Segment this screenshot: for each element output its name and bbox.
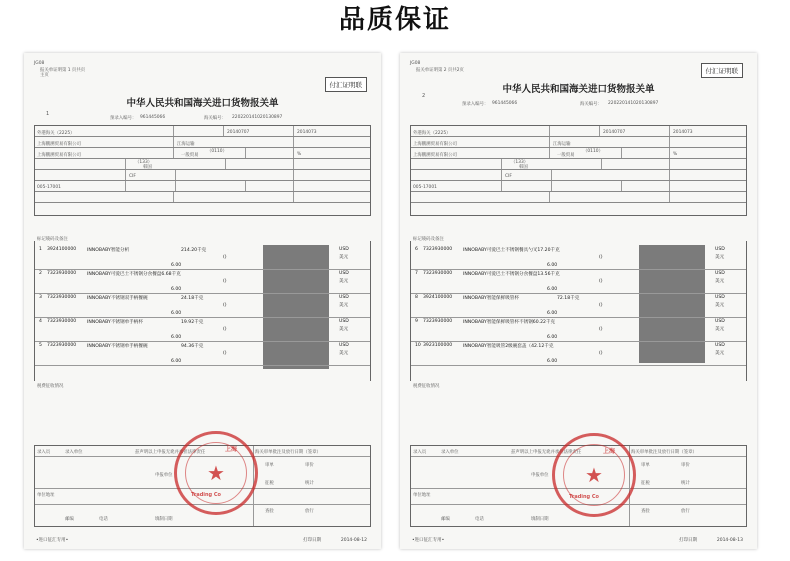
print-date: 2014-08-12 xyxy=(340,538,367,543)
document-title: 中华人民共和国海关进口货物报关单 xyxy=(502,84,655,95)
date-field: 20140707 xyxy=(227,130,250,135)
stats-label: 统计 xyxy=(305,481,314,486)
review-label: 审单 xyxy=(641,463,650,468)
goods-row-divider xyxy=(35,317,370,318)
goods-name: INNOBABY智能保鲜吸管杯不锈钢60.22千克 xyxy=(463,320,556,325)
goods-hs-code: 7323930000 xyxy=(423,247,453,252)
approval-label: 海关审单批注及放行日期（签章） xyxy=(631,450,697,455)
tax2-label: 征税 xyxy=(265,481,274,486)
goods-row-divider xyxy=(411,317,746,318)
audit-label: 审价 xyxy=(305,463,314,468)
goods-currency-code: USD xyxy=(339,319,349,324)
customs-number-label: 海关编号： xyxy=(580,102,602,107)
unit-label: 录入单位 xyxy=(441,450,459,455)
tax-label: 税费征收情况 xyxy=(37,384,64,389)
stats-label: 统计 xyxy=(681,481,690,486)
country-code-field: （133） xyxy=(511,160,529,165)
seal-text: 上海 xyxy=(225,446,238,453)
print-time-label: 打印日期 xyxy=(303,538,321,543)
goods-hs-code: 3923100000 xyxy=(423,343,453,348)
goods-currency: 美元 xyxy=(715,351,725,356)
decl-unit-label: 申报单位 xyxy=(155,473,173,478)
footer-left: •进口征汇专用• xyxy=(36,538,69,543)
approval-label: 海关审单批注及放行日期（签章） xyxy=(255,450,321,455)
trade-mode-field: 一般贸易 xyxy=(557,153,575,158)
page-number: 2 xyxy=(422,93,426,99)
inspect-label: 查验 xyxy=(265,509,274,514)
goods-subtotal: 6.00 xyxy=(547,359,558,364)
goods-item-no: 3 xyxy=(39,295,42,300)
trade-code-field: （0110） xyxy=(583,149,603,154)
goods-paren: () xyxy=(599,255,603,260)
seal-text-2: Trading Co xyxy=(569,494,599,500)
unit-label: 录入单位 xyxy=(65,450,83,455)
seal-text: 上海 xyxy=(603,448,616,455)
country-code-field: （133） xyxy=(135,160,153,165)
goods-row-divider xyxy=(35,293,370,294)
goods-subtotal: 6.00 xyxy=(171,335,182,340)
declarer-label: 录入员 xyxy=(37,450,51,455)
marks-label: 标记唛码及备注 xyxy=(413,237,444,242)
goods-currency-code: USD xyxy=(339,247,349,252)
goods-currency-code: USD xyxy=(339,295,349,300)
customs-number: 220220141020130897 xyxy=(232,115,283,120)
goods-item-no: 8 xyxy=(415,295,418,300)
goods-subtotal: 6.00 xyxy=(171,359,182,364)
stamp-label: 付汇证明联 xyxy=(701,63,744,78)
goods-name: INNOBABY不锈钢双手柄餐碗 xyxy=(87,296,148,301)
tax-label: 税费征收情况 xyxy=(413,384,440,389)
goods-name: INNOBABY可爱巴士不锈钢分食餐盘13.56千克 xyxy=(463,272,560,277)
goods-list xyxy=(34,241,371,381)
goods-row-divider xyxy=(411,365,746,366)
goods-name: INNOBABY不锈钢单手柄餐碗 xyxy=(87,344,148,349)
goods-row-divider xyxy=(35,341,370,342)
seal-text-2: Trading Co xyxy=(191,492,221,498)
goods-currency-code: USD xyxy=(715,319,725,324)
goods-currency: 美元 xyxy=(339,351,349,356)
marks-label: 标记唛码及备注 xyxy=(37,237,68,242)
goods-row-divider xyxy=(35,269,370,270)
goods-name: INNOBABY智能吸管2级碗套盖（42.12千克 xyxy=(463,344,554,349)
unit-addr-label: 单位地址 xyxy=(37,493,55,498)
goods-item-no: 7 xyxy=(415,271,418,276)
contract-field: 005-17001 xyxy=(413,185,437,190)
owner-field: 上海鹏溯贸易有限公司 xyxy=(413,153,457,158)
goods-row-divider xyxy=(35,365,370,366)
unit-addr-label: 单位地址 xyxy=(413,493,431,498)
date-field: 20140707 xyxy=(603,130,626,135)
goods-currency: 美元 xyxy=(715,303,725,308)
consignee-field: 上海鹏溯贸易有限公司 xyxy=(37,142,81,147)
declarer-label: 录入员 xyxy=(413,450,427,455)
goods-paren: () xyxy=(223,255,227,260)
goods-paren: () xyxy=(223,279,227,284)
release-label: 放行 xyxy=(305,509,314,514)
transport-field: 江海运输 xyxy=(177,142,195,147)
customs-declaration-page-1 xyxy=(24,53,381,549)
header-sub: 报关单证明第 2 页共2页 xyxy=(416,68,464,73)
port-field: 外港海关（2225） xyxy=(413,131,451,136)
inspect-label: 查验 xyxy=(641,509,650,514)
goods-currency: 美元 xyxy=(339,279,349,284)
date2-field: 2014073 xyxy=(673,130,693,135)
footer-left: •进口征汇专用• xyxy=(412,538,445,543)
fill-date-label: 填制日期 xyxy=(531,517,549,522)
goods-list xyxy=(410,241,747,381)
goods-paren: () xyxy=(599,327,603,332)
goods-subtotal: 6.00 xyxy=(171,263,182,268)
port-field: 外港海关（2225） xyxy=(37,131,75,136)
goods-hs-code: 7323930000 xyxy=(423,271,453,276)
terms-field: CIF xyxy=(129,174,136,179)
goods-currency: 美元 xyxy=(339,255,349,260)
goods-currency: 美元 xyxy=(715,327,725,332)
goods-item-no: 1 xyxy=(39,247,42,252)
fill-date-label: 填制日期 xyxy=(155,517,173,522)
goods-currency: 美元 xyxy=(715,279,725,284)
pct-field: % xyxy=(673,152,678,157)
goods-currency-code: USD xyxy=(339,271,349,276)
customs-number-label: 海关编号： xyxy=(204,116,226,121)
print-date: 2014-08-13 xyxy=(716,538,743,543)
goods-hs-code: 7323930000 xyxy=(47,271,77,276)
goods-item-no: 9 xyxy=(415,319,418,324)
company-seal xyxy=(552,433,636,517)
page-number: 1 xyxy=(46,111,50,117)
customs-number: 220220141020130897 xyxy=(608,101,659,106)
print-time-label: 打印日期 xyxy=(679,538,697,543)
goods-paren: () xyxy=(223,303,227,308)
trade-mode-field: 一般贸易 xyxy=(181,153,199,158)
goods-row-divider xyxy=(411,293,746,294)
postcode-label: 邮编 xyxy=(65,517,74,522)
pct-field: % xyxy=(297,152,302,157)
goods-paren: () xyxy=(223,351,227,356)
goods-item-no: 10 xyxy=(415,343,421,348)
statement-label: 兹声明以上申报无讹并承担法律责任 xyxy=(511,450,582,455)
header-grid xyxy=(34,125,371,216)
phone-label: 电话 xyxy=(99,517,108,522)
goods-paren: () xyxy=(599,279,603,284)
pre-entry-number: 961445066 xyxy=(492,101,518,106)
goods-qty: 94.36千克 xyxy=(181,344,204,349)
customs-declaration-page-2 xyxy=(400,53,757,549)
goods-subtotal: 6.00 xyxy=(547,263,558,268)
header-sub2: 主页 xyxy=(40,73,49,78)
terms-field: CIF xyxy=(505,174,512,179)
owner-field: 上海鹏溯贸易有限公司 xyxy=(37,153,81,158)
header-sub: 报关单证明第 1 页共页 xyxy=(40,68,86,73)
country-field: 韩国 xyxy=(519,165,528,170)
decl-unit-label: 申报单位 xyxy=(531,473,549,478)
goods-item-no: 2 xyxy=(39,271,42,276)
consignee-field: 上海鹏溯贸易有限公司 xyxy=(413,142,457,147)
goods-qty: 19.92千克 xyxy=(181,320,204,325)
goods-row-divider xyxy=(411,341,746,342)
header-grid xyxy=(410,125,747,216)
goods-name: INNOBABY不锈钢单手柄杯 xyxy=(87,320,144,325)
seal-star-icon: ★ xyxy=(585,463,603,487)
goods-item-no: 5 xyxy=(39,343,42,348)
audit-label: 审价 xyxy=(681,463,690,468)
goods-hs-code: 7323930000 xyxy=(423,319,453,324)
goods-currency: 美元 xyxy=(339,327,349,332)
trade-code-field: （0110） xyxy=(207,149,227,154)
header-code: JG08 xyxy=(34,61,45,66)
redacted-block xyxy=(639,245,705,363)
stamp-label: 付汇证明联 xyxy=(325,77,368,92)
header-code: JG08 xyxy=(410,61,421,66)
goods-paren: () xyxy=(599,351,603,356)
release-label: 放行 xyxy=(681,509,690,514)
goods-currency-code: USD xyxy=(715,247,725,252)
redacted-block xyxy=(263,245,329,369)
goods-qty: 72.18千克 xyxy=(557,296,580,301)
goods-subtotal: 6.00 xyxy=(171,287,182,292)
document-title: 中华人民共和国海关进口货物报关单 xyxy=(126,98,279,109)
tax2-label: 征税 xyxy=(641,481,650,486)
pre-entry-label: 预录入编号： xyxy=(110,116,137,121)
goods-currency: 美元 xyxy=(339,303,349,308)
seal-star-icon: ★ xyxy=(207,461,225,485)
goods-paren: () xyxy=(599,303,603,308)
contract-field: 005-17001 xyxy=(37,185,61,190)
goods-currency-code: USD xyxy=(339,343,349,348)
review-label: 审单 xyxy=(265,463,274,468)
pre-entry-number: 961445066 xyxy=(140,115,166,120)
goods-currency-code: USD xyxy=(715,343,725,348)
goods-hs-code: 3924100000 xyxy=(47,247,77,252)
goods-currency-code: USD xyxy=(715,295,725,300)
transport-field: 江海运输 xyxy=(553,142,571,147)
goods-name: INNOBABY智能保鲜吸管杯 xyxy=(463,296,520,301)
page-banner-title: 品质保证 xyxy=(338,5,451,35)
goods-subtotal: 6.00 xyxy=(547,311,558,316)
goods-currency: 美元 xyxy=(715,255,725,260)
statement-label: 兹声明以上申报无讹并承担法律责任 xyxy=(135,450,206,455)
goods-item-no: 4 xyxy=(39,319,42,324)
pre-entry-label: 预录入编号： xyxy=(462,102,489,107)
goods-currency-code: USD xyxy=(715,271,725,276)
phone-label: 电话 xyxy=(475,517,484,522)
goods-hs-code: 7323930000 xyxy=(47,343,77,348)
goods-hs-code: 7323930000 xyxy=(47,295,77,300)
goods-name: INNOBABY可爱巴士不锈钢餐具勺叉17.20千克 xyxy=(463,248,560,253)
postcode-label: 邮编 xyxy=(441,517,450,522)
company-seal xyxy=(174,431,258,515)
goods-qty: 24.18千克 xyxy=(181,296,204,301)
goods-paren: () xyxy=(223,327,227,332)
goods-item-no: 6 xyxy=(415,247,418,252)
goods-name: INNOBABY智能分析 xyxy=(87,248,130,253)
country-field: 韩国 xyxy=(143,165,152,170)
goods-subtotal: 6.00 xyxy=(547,287,558,292)
goods-row-divider xyxy=(411,269,746,270)
goods-subtotal: 6.00 xyxy=(547,335,558,340)
goods-hs-code: 3924100000 xyxy=(423,295,453,300)
goods-hs-code: 7323930000 xyxy=(47,319,77,324)
goods-qty: 214.20千克 xyxy=(181,248,207,253)
date2-field: 2014073 xyxy=(297,130,317,135)
goods-subtotal: 6.00 xyxy=(171,311,182,316)
goods-name: INNOBABY可爱巴士不锈钢分食餐盘6.68千克 xyxy=(87,272,181,277)
